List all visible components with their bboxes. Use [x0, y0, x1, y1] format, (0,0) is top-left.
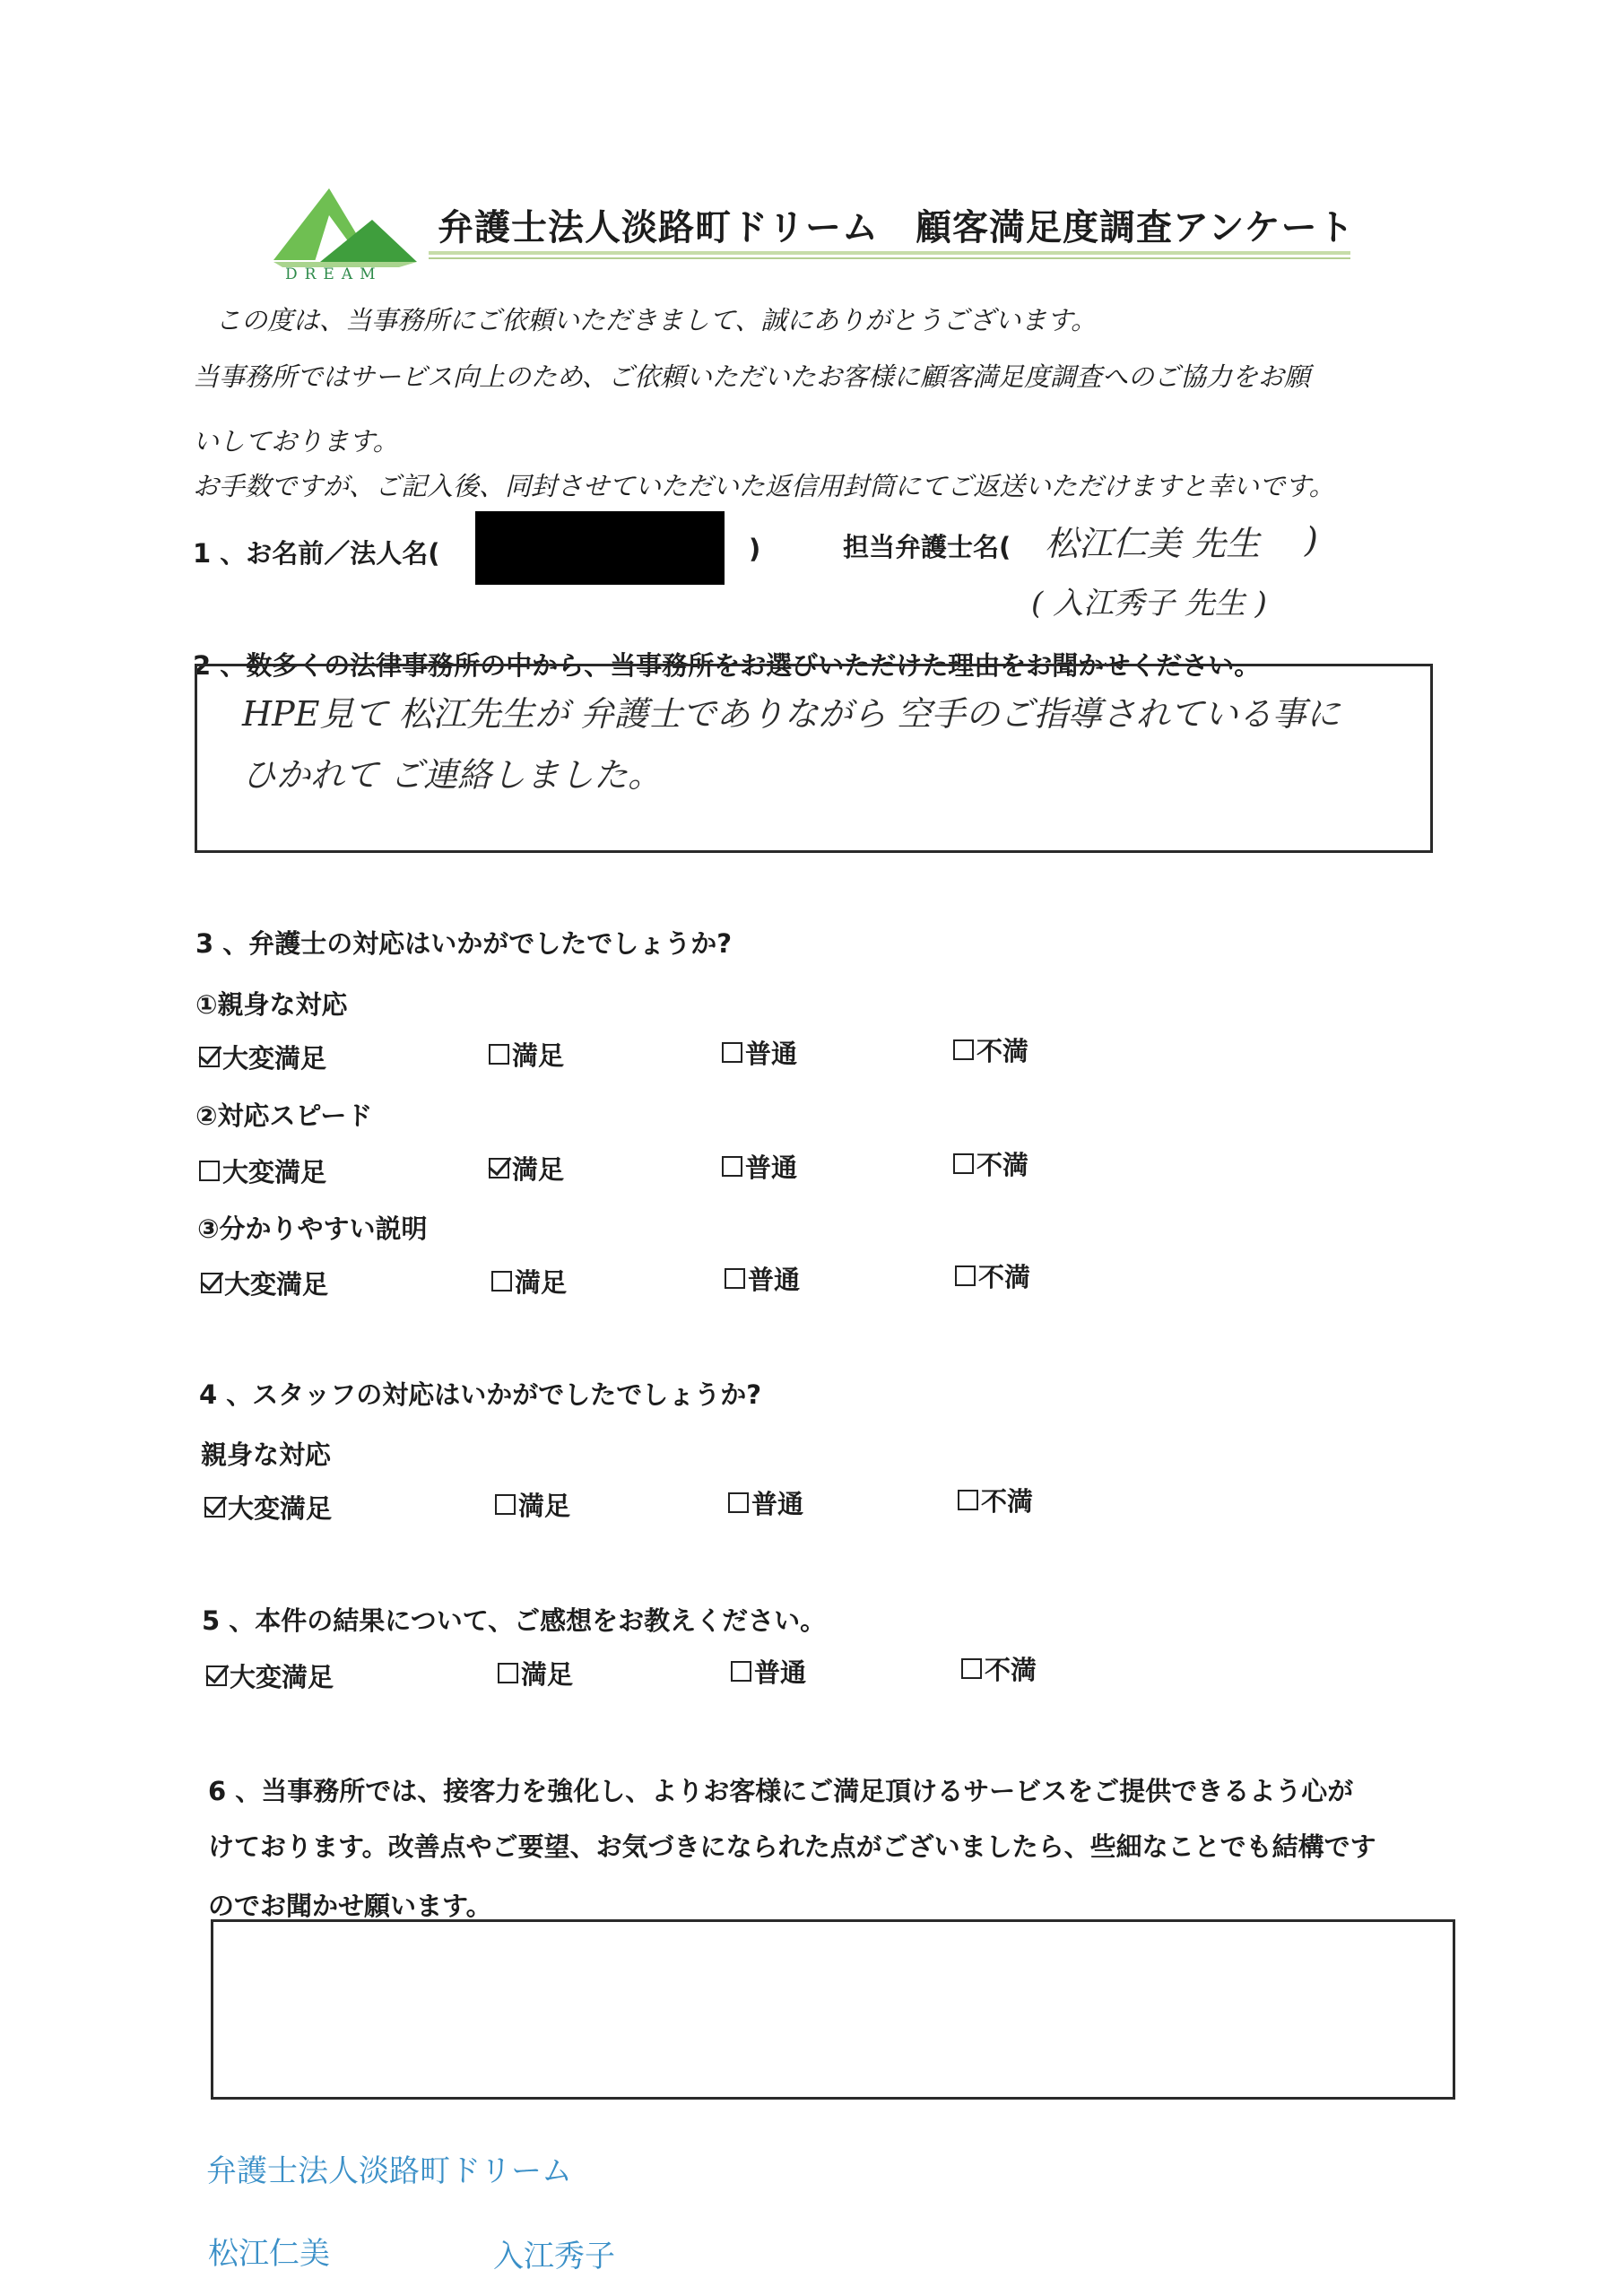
checkbox[interactable] — [199, 1161, 220, 1181]
checkbox-checked[interactable] — [201, 1273, 221, 1293]
q6-line-2: けております。改善点やご要望、お気づきになられた点がございましたら、些細なことでも結構です — [208, 1831, 1376, 1862]
lawyer-name-handwritten-2: ( 入江秀子 先生 ) — [1031, 586, 1267, 622]
q6-line-3: のでお聞かせ願います。 — [208, 1891, 492, 1921]
checkbox-checked[interactable] — [199, 1047, 220, 1067]
option-label: 満足 — [512, 1154, 565, 1185]
q6-answer-box[interactable] — [211, 1919, 1455, 2100]
q3-2-option-normal[interactable] — [722, 1148, 797, 1185]
q1-label: 1 、お名前／法人名( — [193, 538, 440, 569]
q3-1-option-satisfied[interactable] — [489, 1036, 564, 1073]
checkbox[interactable] — [955, 1265, 976, 1286]
checkbox[interactable] — [728, 1492, 749, 1513]
title-underline-2 — [429, 257, 1350, 259]
q3-3-option-dissatisfied[interactable] — [955, 1257, 1030, 1294]
option-label: 普通 — [748, 1265, 801, 1295]
checkbox[interactable] — [961, 1658, 982, 1679]
checkbox[interactable] — [489, 1044, 509, 1065]
q3-2-option-very-satisfied[interactable] — [199, 1152, 326, 1189]
checkbox-checked[interactable] — [206, 1665, 227, 1686]
q6-line-1: 6 、当事務所では、接客力を強化し、よりお客様にご満足頂けるサービスをご提供できるよう心が — [208, 1776, 1354, 1806]
option-label: 大変満足 — [222, 1043, 327, 1074]
q3-label: 3 、弁護士の対応はいかがでしたでしょうか? — [195, 928, 733, 959]
lawyer-name-label: 担当弁護士名( — [843, 532, 1011, 562]
lawyer-name-close-paren: ) — [1305, 520, 1318, 560]
q4-option-satisfied[interactable] — [495, 1486, 570, 1523]
q4-label: 4 、スタッフの対応はいかがでしたでしょうか? — [199, 1379, 762, 1410]
q3-sub-3: ③分かりやすい説明 — [197, 1213, 428, 1244]
q3-1-option-very-satisfied[interactable] — [199, 1039, 326, 1075]
option-label: 普通 — [745, 1039, 798, 1069]
q5-label: 5 、本件の結果について、ご感想をお教えください。 — [202, 1605, 827, 1636]
option-label: 大変満足 — [230, 1662, 334, 1692]
q3-3-option-very-satisfied[interactable] — [201, 1265, 328, 1301]
q3-sub-1: ①親身な対応 — [195, 989, 348, 1020]
option-label: 不満 — [978, 1262, 1031, 1292]
checkbox[interactable] — [722, 1156, 742, 1177]
option-label: 大変満足 — [224, 1269, 329, 1300]
q3-3-option-satisfied[interactable] — [491, 1263, 567, 1300]
q4-sub: 親身な対応 — [201, 1439, 332, 1470]
option-label: 不満 — [981, 1486, 1034, 1517]
option-label: 不満 — [976, 1036, 1029, 1066]
q2-answer-line-1: HPE見て 松江先生が 弁護士でありながら 空手のご指導されている事に — [242, 694, 1341, 734]
intro-line-2: 当事務所ではサービス向上のため、ご依頼いただいたお客様に顧客満足度調査へのご協力をお願 — [193, 361, 1310, 392]
q5-option-satisfied[interactable] — [498, 1655, 573, 1692]
option-label: 普通 — [754, 1657, 807, 1688]
option-label: 満足 — [512, 1040, 565, 1071]
checkbox[interactable] — [495, 1494, 516, 1515]
intro-line-1: この度は、当事務所にご依頼いただきまして、誠にありがとうございます。 — [215, 305, 1098, 335]
intro-line-4: お手数ですが、ご記入後、同封させていただいた返信用封筒にてご返送いただけますと幸いです。 — [193, 471, 1335, 501]
option-label: 不満 — [976, 1150, 1029, 1180]
footer-lawyer-1: 松江仁美 — [208, 2238, 330, 2271]
redacted-name — [475, 511, 725, 585]
q4-option-very-satisfied[interactable] — [204, 1489, 332, 1526]
checkbox[interactable] — [953, 1153, 974, 1174]
checkbox[interactable] — [498, 1663, 518, 1683]
checkbox-checked[interactable] — [489, 1158, 509, 1178]
checkbox[interactable] — [722, 1042, 742, 1063]
option-label: 大変満足 — [228, 1493, 333, 1524]
checkbox[interactable] — [953, 1039, 974, 1060]
footer-lawyer-2: 入江秀子 — [493, 2240, 615, 2274]
logo-text: DREAM — [285, 265, 383, 283]
q3-3-option-normal[interactable] — [725, 1260, 800, 1297]
option-label: 普通 — [745, 1152, 798, 1183]
q4-option-normal[interactable] — [728, 1484, 803, 1521]
option-label: 大変満足 — [222, 1157, 327, 1187]
q3-2-option-satisfied[interactable] — [489, 1150, 564, 1187]
q5-option-normal[interactable] — [731, 1653, 806, 1690]
option-label: 不満 — [985, 1655, 1037, 1685]
q3-1-option-normal[interactable] — [722, 1034, 797, 1071]
q2-answer-line-2: ひかれて ご連絡しました。 — [242, 755, 663, 795]
q3-1-option-dissatisfied[interactable] — [953, 1031, 1028, 1068]
lawyer-name-handwritten-1: 松江仁美 先生 — [1045, 524, 1261, 563]
checkbox[interactable] — [958, 1490, 978, 1510]
title-underline — [429, 251, 1350, 255]
checkbox[interactable] — [725, 1268, 745, 1289]
q4-option-dissatisfied[interactable] — [958, 1482, 1033, 1518]
q3-sub-2: ②対応スピード — [195, 1100, 373, 1131]
q5-option-very-satisfied[interactable] — [206, 1657, 334, 1694]
q1-close-paren: ) — [749, 534, 761, 564]
option-label: 満足 — [518, 1491, 571, 1521]
q5-option-dissatisfied[interactable] — [961, 1650, 1037, 1687]
q3-2-option-dissatisfied[interactable] — [953, 1145, 1028, 1182]
option-label: 普通 — [751, 1489, 804, 1519]
survey-title: 弁護士法人淡路町ドリーム 顧客満足度調査アンケート — [438, 207, 1355, 248]
footer-firm-name: 弁護士法人淡路町ドリーム — [206, 2155, 572, 2188]
option-label: 満足 — [521, 1659, 574, 1690]
checkbox[interactable] — [491, 1271, 512, 1292]
q2-label: 2 、数多くの法律事務所の中から、当事務所をお選びいただけた理由をお聞かせください。 — [193, 650, 1261, 681]
intro-line-3: いしております。 — [193, 426, 399, 457]
checkbox-checked[interactable] — [204, 1497, 225, 1518]
checkbox[interactable] — [731, 1661, 751, 1682]
option-label: 満足 — [515, 1267, 568, 1298]
